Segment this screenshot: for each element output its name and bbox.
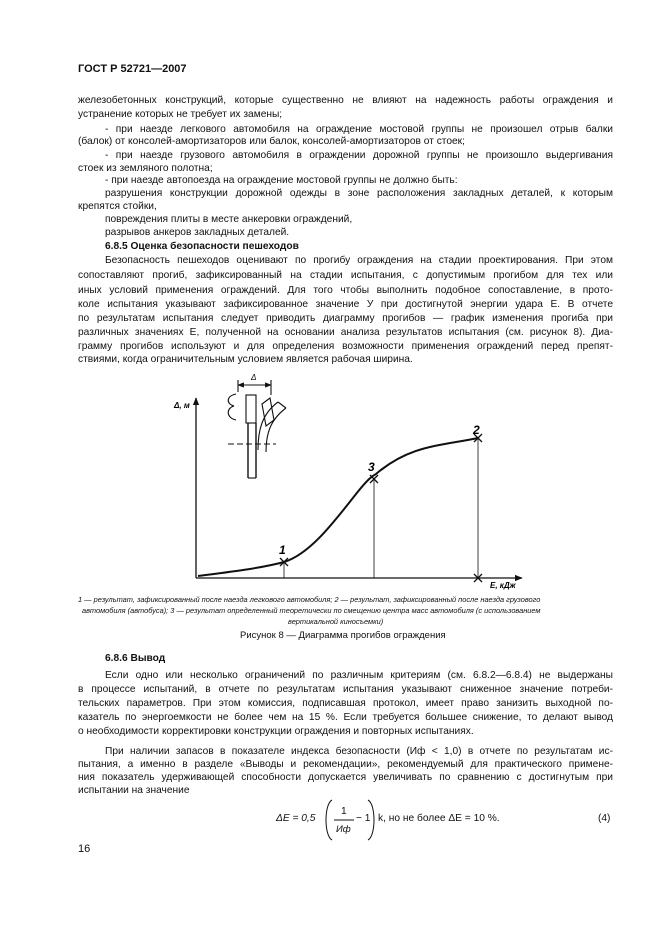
text-line: - при наезде легкового автомобиля на ограждение мостовой группы не произошел отрыв балки (105, 124, 613, 135)
point-label-2: 2 (473, 423, 480, 437)
formula-tail: k, но не более ΔE = 10 %. (378, 813, 500, 824)
text-line: Безопасность пешеходов оценивают по прогибу ограждения на стадии проектирования. При этом (105, 255, 613, 266)
text-line: тельских параметров. При этом комиссия, подписавшая протокол, имеет право занизить выходной по- (78, 698, 613, 709)
text-line: разрушения конструкции дорожной одежды в зоне расположения закладных деталей, к которым (105, 188, 613, 199)
deflection-curve (198, 438, 478, 576)
point-label-1: 1 (279, 543, 286, 557)
section-heading-6-8-5: 6.8.5 Оценка безопасности пешеходов (105, 241, 299, 252)
y-axis-label: Δ, м (174, 401, 190, 410)
text-line: грамму прогибов используют и для определения возможности применения ограждений перед препят- (78, 341, 613, 352)
text-line: различных значениях Е, полученной на основании анализа результатов испытания (см. рисунок 8). Диа- (78, 327, 613, 338)
formula-numerator: 1 (341, 806, 347, 817)
text-line: стоек из земляного полотна; (78, 163, 213, 174)
page-number: 16 (78, 843, 91, 855)
text-line: ния показатель удерживающей способности допускается увеличивать по сравнению с достигнутым при (78, 772, 613, 783)
legend-line: вертикальной киносъемки) (288, 617, 384, 626)
text-line: - при наезде автопоезда на ограждение мостовой группы не должно быть: (105, 175, 458, 186)
text-line: о необходимости корректировки конструкции ограждения и повторных испытаниях. (78, 726, 474, 737)
formula-lhs: ΔE = 0,5 (276, 813, 316, 824)
formula-denominator: Иф (336, 824, 351, 835)
text-line: повреждения плиты в месте анкеровки ограждений, (105, 214, 353, 225)
text-line: - при наезде грузового автомобиля в ограждении дорожной группы не произошло выдергивания (105, 150, 613, 161)
text-line: пытания, а именно в разделе «Выводы и рекомендации», рекомендуемый для практического примене- (78, 759, 613, 770)
formula-minus-one: − 1 (356, 813, 371, 824)
text-line: разрывов анкеров закладных деталей. (105, 227, 290, 238)
x-axis-label: Е, кДж (490, 581, 516, 590)
text-line: по результатам испытания следует приводить диаграмму прогибов — график изменения прогиба при (78, 313, 613, 324)
text-line: сопоставляют прогиб, зафиксированный на стадии испытания, с допустимым прогибом для тех или (78, 270, 613, 281)
section-heading-6-8-6: 6.8.6 Вывод (105, 653, 166, 664)
text-line: коле испытания указывают зафиксированное значение У при достигнутой энергии удара Е. В отчете (78, 299, 613, 310)
text-line: Если одно или несколько ограничений по различным критериям (см. 6.8.2—6.8.4) не выдержаны (105, 670, 613, 681)
figure-title: Рисунок 8 — Диаграмма прогибов ограждения (240, 630, 446, 641)
text-line: крепятся стойки, (78, 201, 157, 212)
formula-number: (4) (598, 813, 611, 824)
text-line: испытании на значение (78, 785, 190, 796)
legend-line: автомобиля (автобуса); 3 — результат определенный теоретически по смещению центра масс автомобиля (с использованием (82, 606, 541, 615)
point-markers (280, 434, 482, 582)
document-header: ГОСТ Р 52721—2007 (78, 63, 187, 75)
text-line: иных условий применения ограждений. Для того чтобы выполнить подобное сопоставление, в прото- (78, 285, 613, 296)
barrier-sketch (228, 380, 286, 478)
text-line: железобетонных конструкций, которые существенно не влияют на надежность работы ограждения и (78, 95, 613, 106)
text-line: в процессе испытаний, в отчете по результатам испытания указывают сниженное значение потреби- (78, 684, 613, 695)
text-line: (балок) от консолей-амортизаторов или балок, консолей-амортизаторов от стоек; (78, 136, 465, 147)
text-line: казатель по энергоемкости не более чем на 15 %. Если требуется большее снижение, то делают вывод (78, 712, 613, 723)
point-label-3: 3 (368, 460, 375, 474)
text-line: устранение которых не требует их замены; (78, 109, 283, 120)
text-line: ствиями, когда ограничительным условием является рабочая ширина. (78, 354, 413, 365)
text-line: При наличии запасов в показателе индекса безопасности (Иф < 1,0) в отчете по результатам ис- (105, 746, 613, 757)
legend-line: 1 — результат, зафиксированный после наезда легкового автомобиля; 2 — результат, зафиксированный после наезда грузового (78, 595, 541, 604)
delta-label: Δ (251, 373, 257, 382)
